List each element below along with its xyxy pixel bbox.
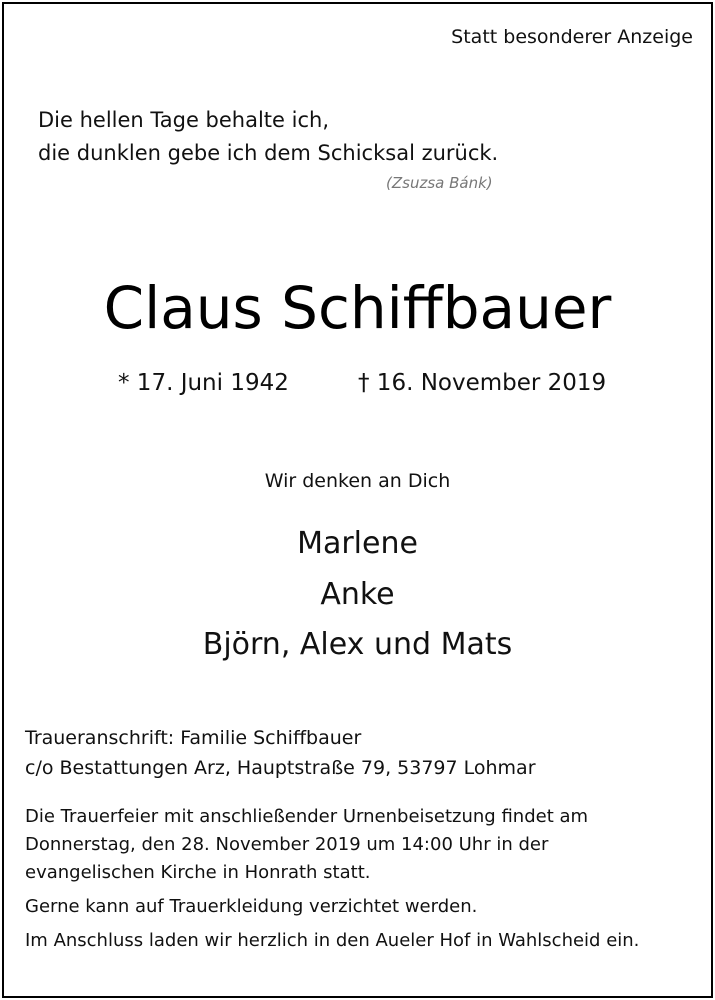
header-note: Statt besonderer Anzeige [451,26,693,48]
invitation-note: Im Anschluss laden wir herzlich in den Aueler Hof in Wahlscheid ein. [25,930,640,951]
mourner-name: Björn, Alex und Mats [202,627,513,662]
mourner-name: Marlene [297,526,418,561]
remembrance-line: Wir denken an Dich [264,470,451,492]
dress-code-note: Gerne kann auf Trauerkleidung verzichtet werden. [25,896,478,917]
ceremony-info-line-2: Donnerstag, den 28. November 2019 um 14:00 Uhr in der [25,834,549,855]
death-date: † 16. November 2019 [358,370,607,396]
mourner-name: Anke [320,577,395,612]
mourning-address-line-1: Traueranschrift: Familie Schiffbauer [25,727,362,749]
quote-line-2: die dunklen gebe ich dem Schicksal zurück. [38,141,499,165]
quote-line-1: Die hellen Tage behalte ich, [38,108,330,132]
deceased-name: Claus Schiffbauer [103,274,612,342]
mourning-address-line-2: c/o Bestattungen Arz, Hauptstraße 79, 53797 Lohmar [25,757,536,779]
quote-author: (Zsuzsa Bánk) [386,174,493,192]
birth-date: * 17. Juni 1942 [118,370,289,396]
ceremony-info-line-3: evangelischen Kirche in Honrath statt. [25,862,371,883]
ceremony-info-line-1: Die Trauerfeier mit anschließender Urnenbeisetzung findet am [25,806,589,827]
obituary-notice [2,2,713,998]
